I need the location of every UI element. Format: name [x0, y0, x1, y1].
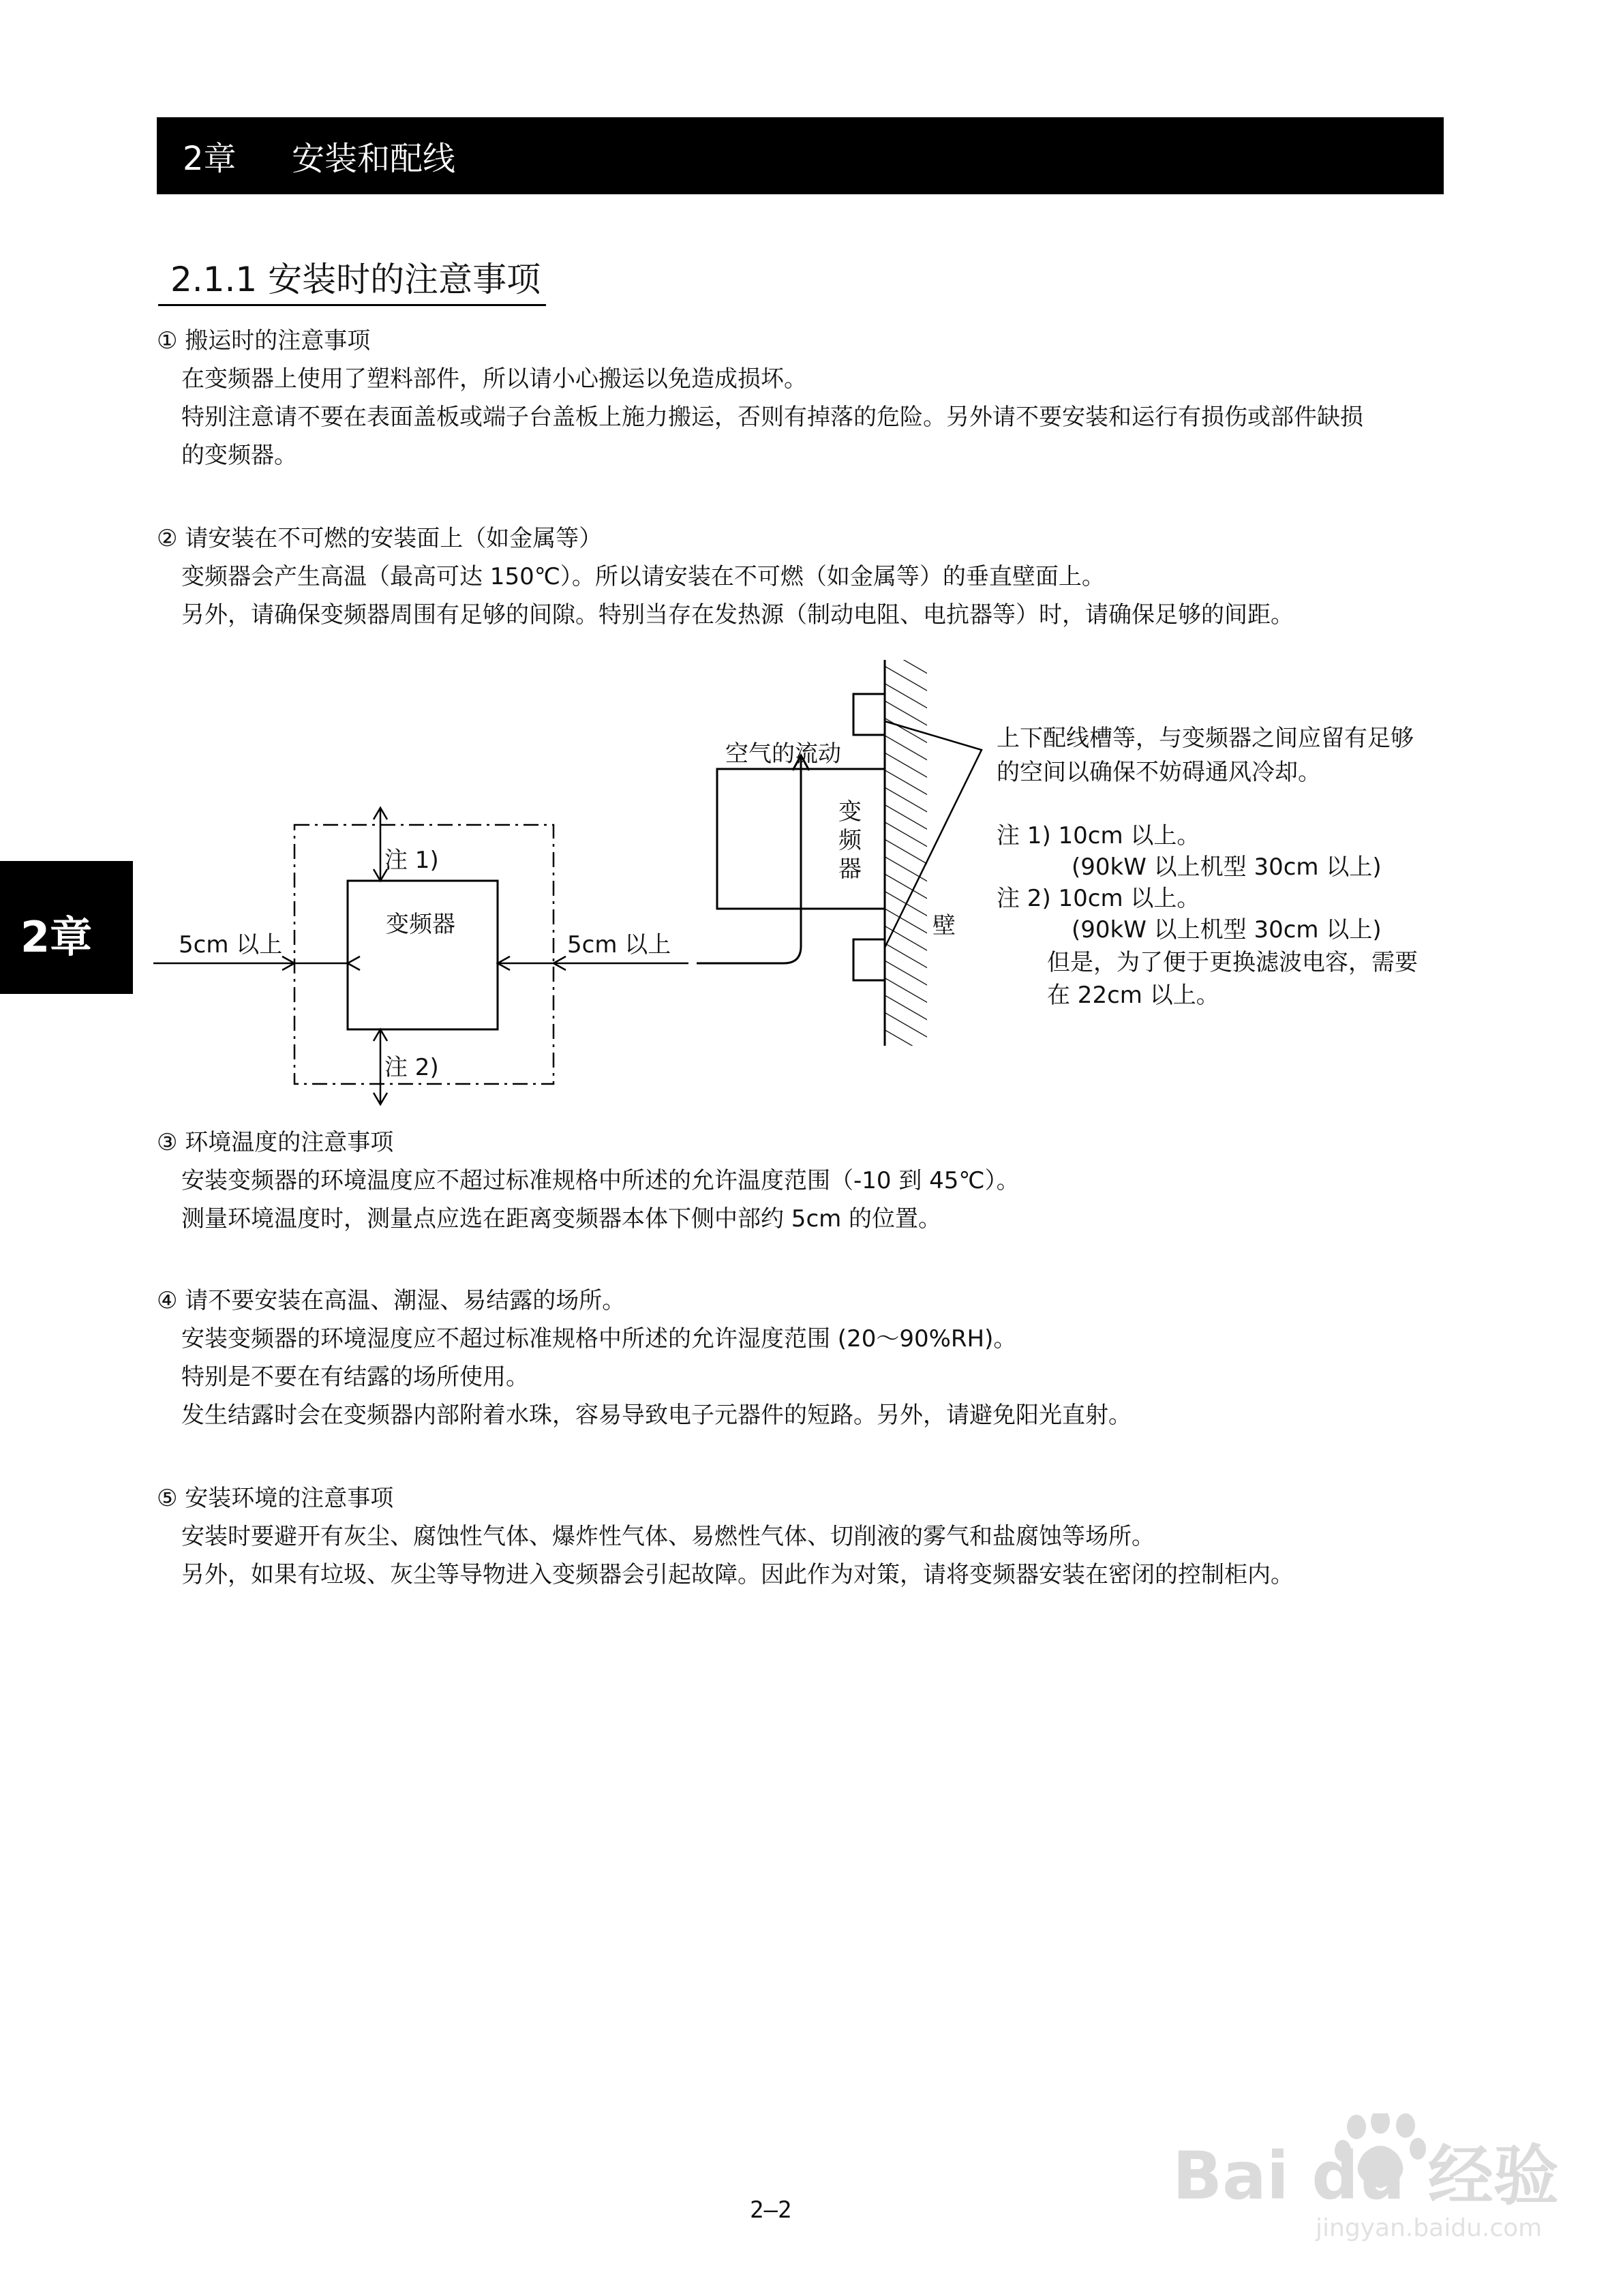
inverter-box [348, 881, 498, 1029]
note2-sub: (90kW 以上机型 30cm 以上) [1072, 916, 1382, 943]
page-number: 2—2 [750, 2196, 792, 2224]
section-5-line-1: 安装时要避开有灰尘、腐蚀性气体、爆炸性气体、易燃性气体、切削液的雾气和盐腐蚀等场所。 [181, 1523, 1155, 1550]
section-5-heading: ⑤ 安装环境的注意事项 [157, 1485, 394, 1512]
section-2-line-2: 另外，请确保变频器周围有足够的间隙。特别当存在发热源（制动电阻、电抗器等）时，请确保足够的间距。 [181, 601, 1294, 629]
side-chapter-label: 2章 [20, 912, 93, 962]
baidu-watermark [1159, 2113, 1568, 2243]
section-3-line-1: 安装变频器的环境温度应不超过标准规格中所述的允许温度范围（-10 到 45℃）。 [181, 1167, 1020, 1194]
wall-hatch [885, 660, 927, 1046]
callout-text-2: 的空间以确保不妨碍通风冷却。 [997, 759, 1321, 786]
section-5-line-2: 另外，如果有垃圾、灰尘等导物进入变频器会引起故障。因此作为对策，请将变频器安装在密闭的控制柜内。 [181, 1561, 1294, 1588]
left-gap-label: 5cm 以上 [179, 931, 283, 958]
watermark-brand: Bai du 经验 [1172, 2138, 1559, 2214]
section-4-heading: ④ 请不要安装在高温、潮湿、易结露的场所。 [157, 1287, 626, 1314]
section-1-line-1: 在变频器上使用了塑料部件，所以请小心搬运以免造成损坏。 [181, 365, 807, 393]
airflow-label: 空气的流动 [725, 740, 841, 768]
note1-sub: (90kW 以上机型 30cm 以上) [1072, 854, 1382, 881]
section-1-heading: ① 搬运时的注意事项 [157, 327, 371, 354]
wall-label: 壁 [932, 912, 956, 939]
callout-text-1: 上下配线槽等，与变频器之间应留有足够 [997, 725, 1414, 752]
chapter-number: 2章 [183, 140, 237, 178]
note1-text: 注 1) 10cm 以上。 [997, 822, 1200, 849]
right-gap-label: 5cm 以上 [567, 931, 671, 958]
section-3-heading: ③ 环境温度的注意事项 [157, 1129, 394, 1156]
lower-wiring-duct [853, 939, 885, 980]
chapter-title: 安装和配线 [292, 140, 456, 178]
section-1-line-3: 的变频器。 [181, 442, 297, 469]
section-4-line-1: 安装变频器的环境湿度应不超过标准规格中所述的允许湿度范围 (20～90%RH)。 [181, 1325, 1017, 1353]
section-3-line-2: 测量环境温度时，测量点应选在距离变频器本体下侧中部约 5cm 的位置。 [181, 1205, 942, 1233]
note2-extra-2: 在 22cm 以上。 [1047, 982, 1219, 1009]
section-2-heading: ② 请安装在不可燃的安装面上（如金属等） [157, 525, 603, 552]
watermark-url: jingyan.baidu.com [1316, 2214, 1543, 2242]
airflow-arrow [697, 757, 801, 963]
inverter-vertical-label: 变 频 器 [838, 798, 862, 883]
section-1-line-2: 特别注意请不要在表面盖板或端子台盖板上施力搬运，否则有掉落的危险。另外请不要安装和运行有损伤或部件缺损 [181, 404, 1363, 431]
section-title: 2.1.1 安装时的注意事项 [158, 252, 546, 306]
note2-extra-1: 但是，为了便于更换滤波电容，需要 [1047, 949, 1418, 976]
upper-wiring-duct [853, 694, 885, 735]
section-4-line-2: 特别是不要在有结露的场所使用。 [181, 1363, 529, 1391]
note2-text: 注 2) 10cm 以上。 [997, 885, 1200, 912]
inverter-label: 变频器 [386, 911, 455, 938]
note1-label: 注 1) [384, 847, 439, 874]
section-2-line-1: 变频器会产生高温（最高可达 150℃）。所以请安装在不可燃（如金属等）的垂直壁面上。 [181, 563, 1105, 590]
section-4-line-3: 发生结露时会在变频器内部附着水珠，容易导致电子元器件的短路。另外，请避免阳光直射。 [181, 1402, 1132, 1429]
note2-label: 注 2) [384, 1054, 439, 1081]
